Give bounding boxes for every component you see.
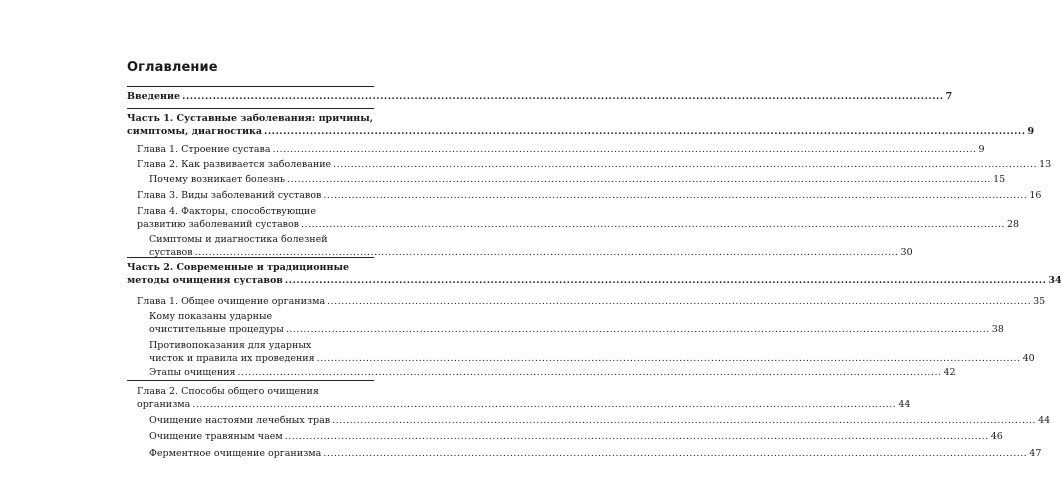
toc-entry xyxy=(137,189,1042,202)
toc-entry-line xyxy=(149,366,956,379)
toc-entry-page: 38 xyxy=(991,324,1004,335)
toc-entry-title: Симптомы и диагностика болезней xyxy=(149,234,328,245)
dot-leader: ........................................................................................................................................................................................................ xyxy=(316,353,1021,364)
dot-leader: ........................................................................................................................................................................................................ xyxy=(237,367,942,378)
toc-entry xyxy=(127,90,953,103)
toc-entry-page: 9 xyxy=(978,144,985,155)
toc-entry xyxy=(149,233,913,259)
toc-entry-title: суставов xyxy=(149,247,193,258)
toc-entry-title: развитию заболеваний суставов xyxy=(137,219,300,230)
toc-entry-title: Почему возникает болезнь xyxy=(149,174,286,185)
toc-entry-line xyxy=(137,295,1046,308)
toc-entry-title: симптомы, диагностика xyxy=(127,126,263,137)
toc-entry-line xyxy=(149,173,1006,186)
toc-entry xyxy=(137,143,985,156)
toc-entry xyxy=(127,112,1035,138)
toc-entry-title: чисток и правила их проведения xyxy=(149,353,315,364)
toc-entry-line xyxy=(149,430,1003,443)
toc-entry-page: 16 xyxy=(1029,190,1042,201)
toc-entry-title: Введение xyxy=(127,91,181,102)
toc-entry-line xyxy=(149,323,1004,336)
toc-entry-page: 44 xyxy=(898,399,911,410)
toc-entry-page: 28 xyxy=(1007,219,1020,230)
toc-entry-title: Часть 1. Суставные заболевания: причины, xyxy=(127,113,374,124)
toc-entry-line xyxy=(137,158,1052,171)
toc-entry-title: Глава 1. Общее очищение организма xyxy=(137,296,326,307)
toc-entry-title: Очищение настоями лечебных трав xyxy=(149,415,331,426)
toc-entry xyxy=(149,430,1003,443)
toc-entry-title: Глава 2. Способы общего очищения xyxy=(137,386,319,397)
dot-leader: ........................................................................................................................................................................................................ xyxy=(285,324,990,335)
dot-leader: ........................................................................................................................................................................................................ xyxy=(287,174,992,185)
toc-title: Оглавление xyxy=(127,60,218,75)
toc-entry xyxy=(137,205,1020,231)
toc-entry-page: 34 xyxy=(1048,275,1062,286)
toc-entry-title: Кому показаны ударные xyxy=(149,311,273,322)
toc-entry-title: методы очищения суставов xyxy=(127,275,283,286)
toc-entry-title: Противопоказания для ударных xyxy=(149,340,312,351)
dot-leader: ........................................................................................................................................................................................................ xyxy=(264,126,1026,137)
dot-leader: ........................................................................................................................................................................................................ xyxy=(182,91,944,102)
toc-entry-page: 47 xyxy=(1029,448,1042,459)
toc-entry-title: Ферментное очищение организма xyxy=(149,448,322,459)
toc-entry-page: 46 xyxy=(990,431,1003,442)
dot-leader: ........................................................................................................................................................................................................ xyxy=(332,415,1037,426)
toc-entry-title: организма xyxy=(137,399,191,410)
toc-entry xyxy=(149,366,956,379)
dot-leader: ........................................................................................................................................................................................................ xyxy=(333,159,1038,170)
toc-entry-title: Глава 3. Виды заболеваний суставов xyxy=(137,190,322,201)
toc-entry-line xyxy=(149,246,913,259)
toc-entry-title: Глава 2. Как развивается заболевание xyxy=(137,159,332,170)
top-rule xyxy=(127,86,374,87)
toc-entry xyxy=(149,310,1004,336)
toc-entry-page: 35 xyxy=(1033,296,1046,307)
toc-entry-page: 15 xyxy=(993,174,1006,185)
toc-entry xyxy=(127,261,1062,287)
toc-entry-page: 44 xyxy=(1038,415,1051,426)
toc-entry-line xyxy=(149,352,1035,365)
toc-entry-line xyxy=(149,414,1051,427)
dot-leader: ........................................................................................................................................................................................................ xyxy=(284,431,989,442)
dot-leader: ........................................................................................................................................................................................................ xyxy=(323,190,1028,201)
toc-entry-title: очистительные процедуры xyxy=(149,324,284,335)
toc-entry xyxy=(149,173,1006,186)
toc-entry xyxy=(149,447,1042,460)
toc-entry-title: Глава 4. Факторы, способствующие xyxy=(137,206,316,217)
toc-entry xyxy=(149,339,1035,365)
toc-entry-page: 30 xyxy=(900,247,913,258)
dot-leader: ........................................................................................................................................................................................................ xyxy=(272,144,977,155)
toc-entry xyxy=(137,385,911,411)
toc-entry xyxy=(137,158,1052,171)
toc-entry-line xyxy=(127,125,1035,138)
toc-entry-line xyxy=(137,218,1020,231)
toc-entry-page: 9 xyxy=(1027,126,1035,137)
toc-entry xyxy=(137,295,1046,308)
divider-rule xyxy=(127,380,374,381)
toc-entry-title: Часть 2. Современные и традиционные xyxy=(127,262,350,273)
toc-entry-line xyxy=(137,398,911,411)
dot-leader: ........................................................................................................................................................................................................ xyxy=(194,247,899,258)
toc-entry-page: 42 xyxy=(943,367,956,378)
dot-leader: ........................................................................................................................................................................................................ xyxy=(284,275,1047,286)
toc-entry-page: 40 xyxy=(1022,353,1035,364)
toc-entry-title: Этапы очищения xyxy=(149,367,236,378)
divider-rule xyxy=(127,108,374,109)
toc-entry-line xyxy=(149,447,1042,460)
dot-leader: ........................................................................................................................................................................................................ xyxy=(323,448,1028,459)
toc-entry-page: 7 xyxy=(945,91,953,102)
toc-entry xyxy=(149,414,1051,427)
dot-leader: ........................................................................................................................................................................................................ xyxy=(301,219,1005,230)
toc-entry-line xyxy=(127,90,953,103)
toc-entry-title: Глава 1. Строение сустава xyxy=(137,144,271,155)
toc-entry-page: 13 xyxy=(1039,159,1052,170)
dot-leader: ........................................................................................................................................................................................................ xyxy=(192,399,897,410)
toc-entry-title: Очищение травяным чаем xyxy=(149,431,283,442)
toc-entry-line xyxy=(127,274,1062,287)
dot-leader: ........................................................................................................................................................................................................ xyxy=(327,296,1032,307)
toc-entry-line xyxy=(137,189,1042,202)
toc-entry-line xyxy=(137,143,985,156)
